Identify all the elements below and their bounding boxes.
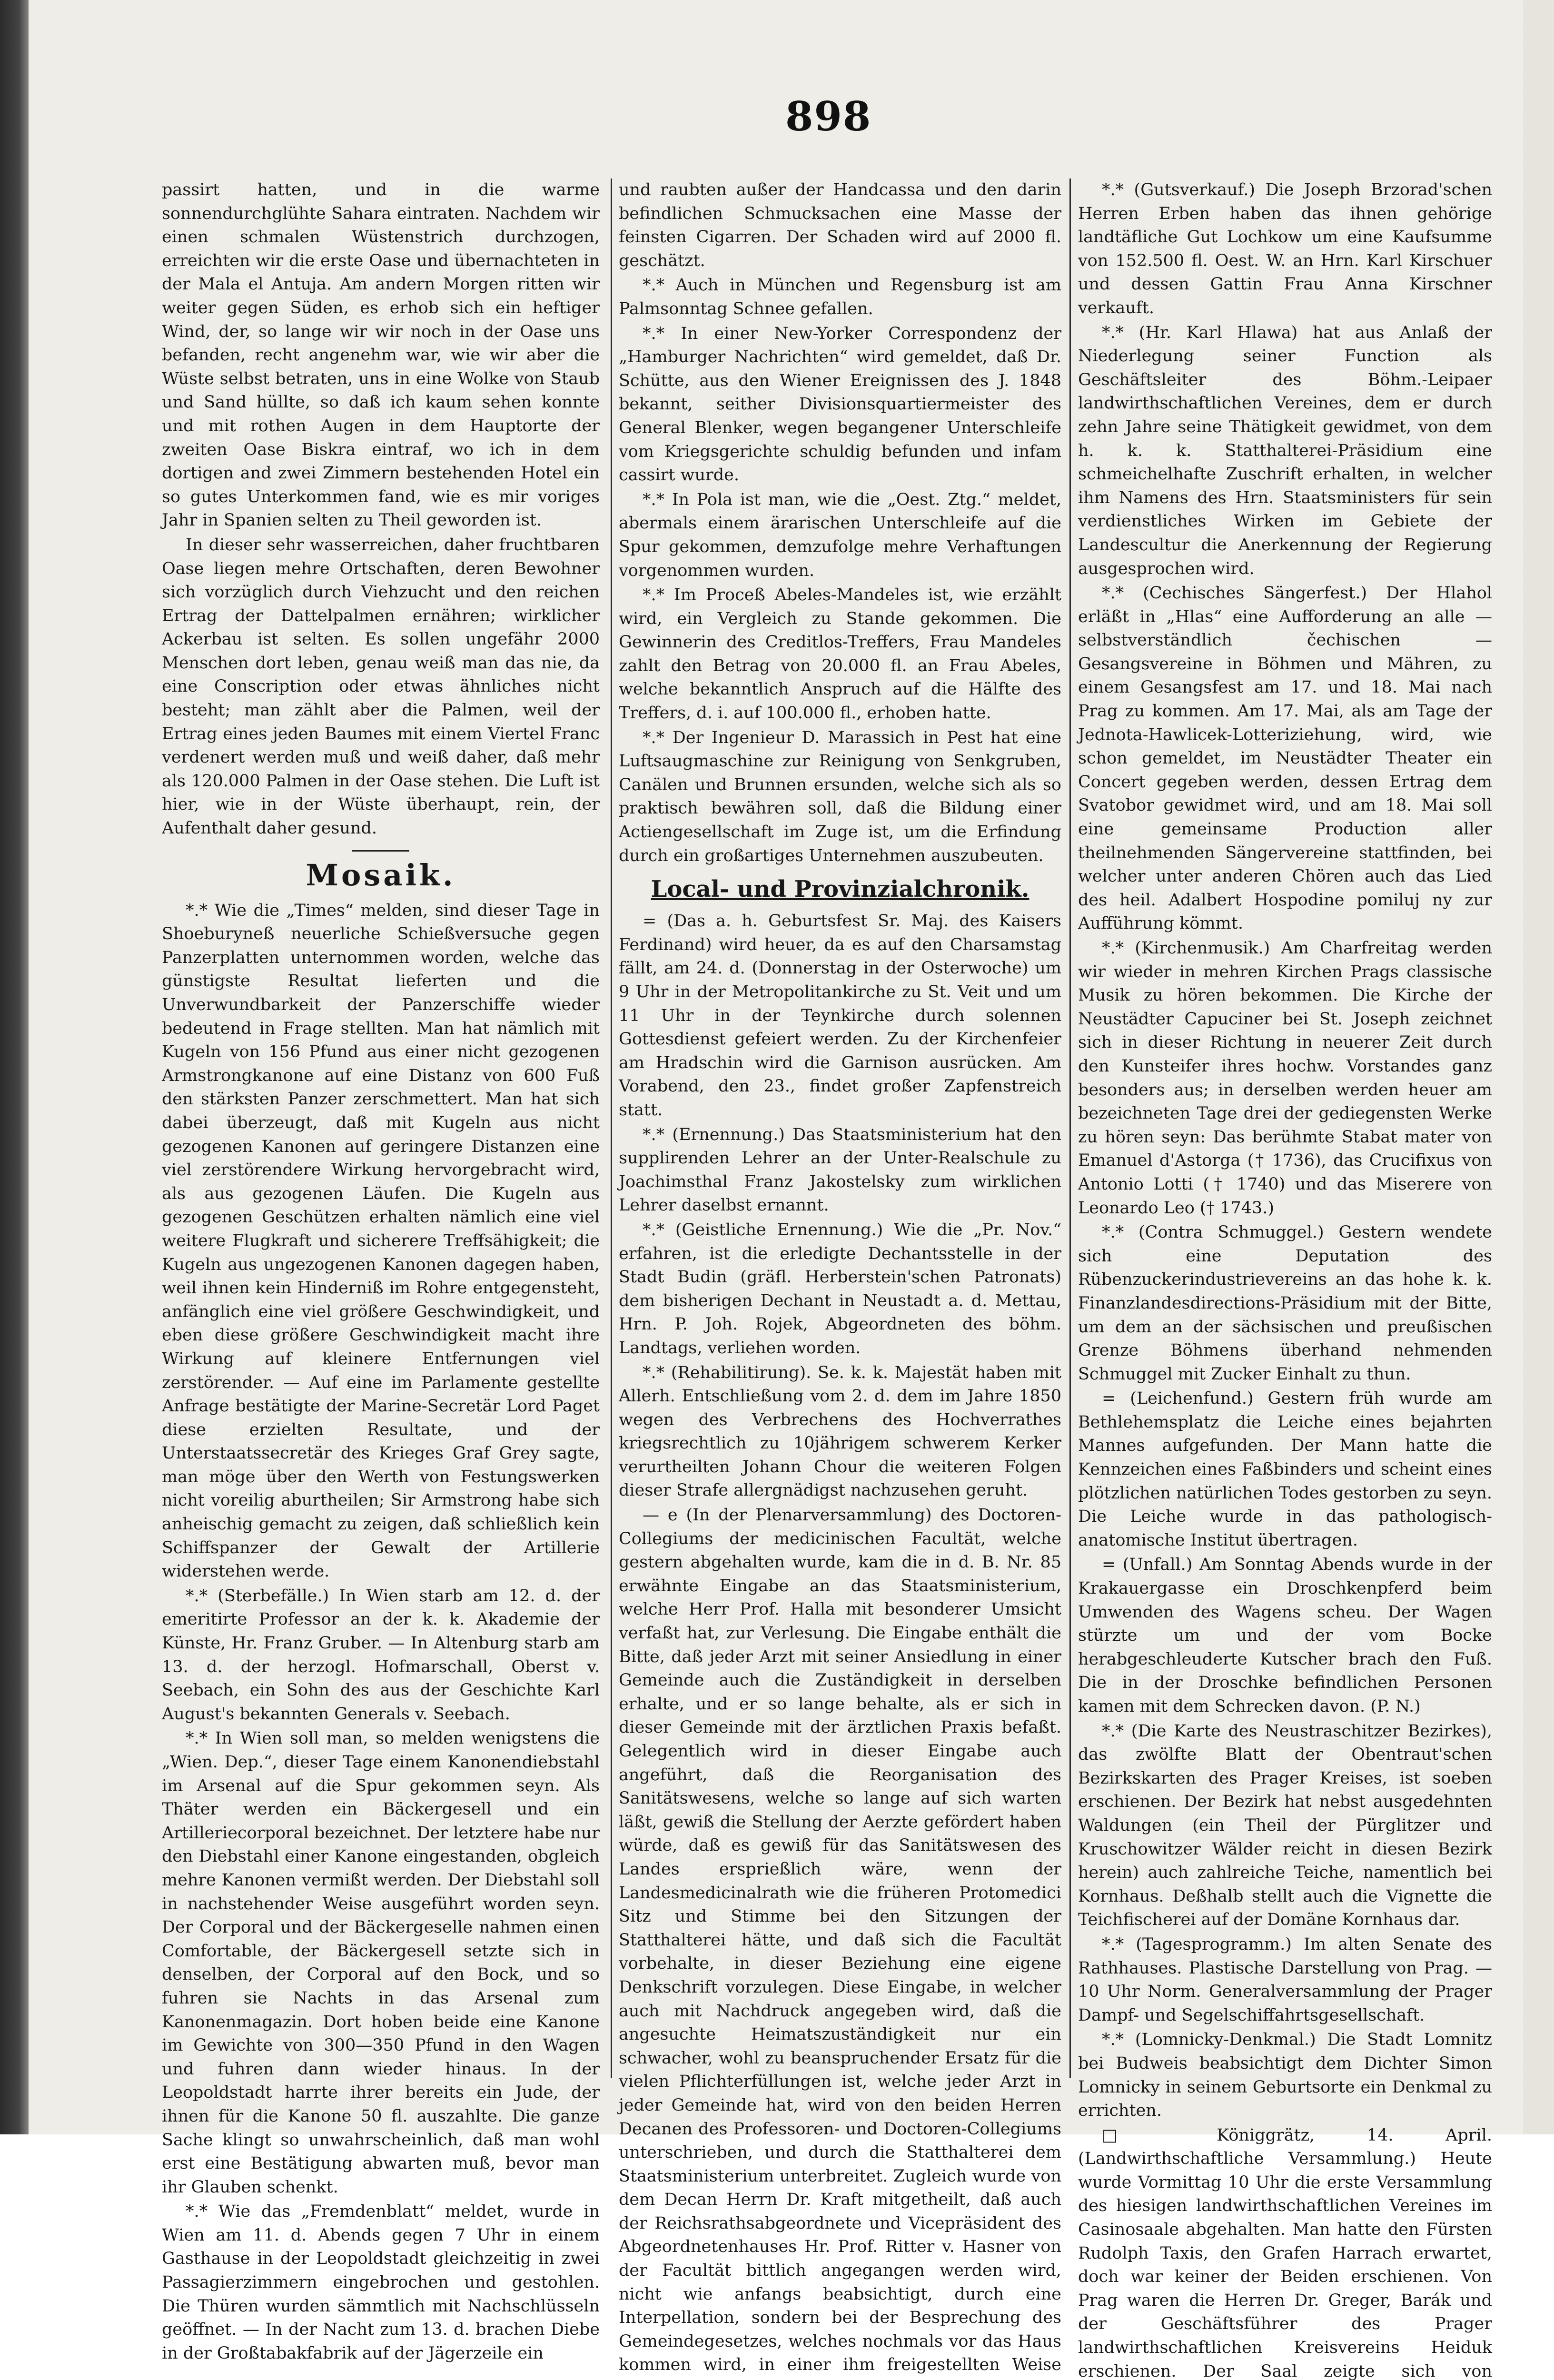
page-number: 898 (785, 93, 872, 140)
article-paragraph: *.* (Geistliche Ernennung.) Wie die „Pr. Nov.“ erfahren, ist die erledigte Dechantsstelle in der Stadt Budin (gräfl. Herberstein'schen Patronats) dem bisherigen Dechant in Neustadt a. d. Mettau, Hrn. P. Joh. Rojek, Abgeordneten des böhm. Landtags, verliehen worden. (619, 1220, 1061, 1358)
article-paragraph: *.* In Wien soll man, so melden wenigstens die „Wien. Dep.“, dieser Tage einem Kanonendiebstahl im Arsenal auf die Spur gekommen seyn. Als Thäter werden ein Bäckergesell und ein Artilleriecorporal bezeichnet. Der letztere habe nur den Diebstahl einer Kanone eingestanden, obgleich mehre Kanonen vermißt werden. Der Diebstahl soll in nachstehender Weise ausgeführt worden seyn. Der Corporal und der Bäckergeselle nahmen einen Comfortable, der Bäckergesell setzte sich in denselben, der Corporal auf den Bock, und so fuhren sie Nachts in das Arsenal zum Kanonenmagazin. Dort hoben beide eine Kanone im Gewichte von 300—350 Pfund in den Wagen und fuhren dann wieder hinaus. In der Leopoldstadt harrte ihrer bereits ein Jude, der ihnen für die Kanone 50 fl. auszahlte. Die ganze Sache klingt so unwahrscheinlich, daß man wohl erst eine Bestätigung abwarten muß, bevor man ihr Glauben schenkt. (162, 1729, 600, 2197)
article-paragraph: *.* (Sterbefälle.) In Wien starb am 12. d. der emeritirte Professor an der k. k. Akademie der Künste, Hr. Franz Gruber. — In Altenburg starb am 13. d. der herzogl. Hofmarschall, Oberst v. Seebach, ein Sohn des aus der Geschichte Karl August's bekannten Generals v. Seebach. (162, 1586, 600, 1724)
article-paragraph: *.* (Ernennung.) Das Staatsministerium hat den supplirenden Lehrer an der Unter-Realschule zu Joachimsthal Franz Jakostelsky zum wirklichen Lehrer daselbst ernannt. (619, 1125, 1061, 1215)
article-paragraph: *.* (Rehabilitirung). Se. k. k. Majestät haben mit Allerh. Entschließung vom 2. d. dem im Jahre 1850 wegen des Verbrechens des Hochverrathes kriegsrechtlich zu 10jährigem schwerem Kerker verurtheilten Johann Chour die weiteren Folgen dieser Strafe allergnädigst nachzusehen geruht. (619, 1363, 1061, 1500)
article-paragraph: und raubten außer der Handcassa und den darin befindlichen Schmucksachen eine Masse der feinsten Cigarren. Der Schaden wird auf 2000 fl. geschätzt. (619, 180, 1061, 270)
article-paragraph: = (Unfall.) Am Sonntag Abends wurde in der Krakauergasse ein Droschkenpferd beim Umwenden des Wagens scheu. Der Wagen stürzte um und der vom Bocke herabgeschleuderte Kutscher brach den Fuß. Die in der Droschke befindlichen Personen kamen mit dem Schrecken davon. (P. N.) (1078, 1555, 1492, 1716)
article-paragraph: = (Das a. h. Geburtsfest Sr. Maj. des Kaisers Ferdinand) wird heuer, da es auf den Charsamstag fällt, am 24. d. (Donnerstag in der Osterwoche) um 9 Uhr in der Metropolitankirche zu St. Veit und um 11 Uhr in der Teynkirche durch solennen Gottesdienst gefeiert werden. Zu der Kirchenfeier am Hradschin wird die Garnison ausrücken. Am Vorabend, den 23., findet großer Zapfenstreich statt. (619, 912, 1061, 1120)
article-paragraph: In dieser sehr wasserreichen, daher fruchtbaren Oase liegen mehre Ortschaften, deren Bewohner sich vorzüglich durch Viehzucht und den reichen Ertrag der Dattelpalmen ernähren; wirklicher Ackerbau ist selten. Es sollen ungefähr 2000 Menschen dort leben, genau weiß man das nie, da eine Conscription oder etwas ähnliches nicht besteht; man zählt aber die Palmen, weil der Ertrag eines jeden Baumes mit einem Viertel Franc verdenert werden muß und weiß daher, daß mehr als 120.000 Palmen in der Oase stehen. Die Luft ist hier, wie in der Wüste überhaupt, rein, der Aufenthalt daher gesund. (162, 535, 600, 838)
section-heading: Mosaik. (306, 857, 456, 892)
article-paragraph: *.* In Pola ist man, wie die „Oest. Ztg.“ meldet, abermals einem ärarischen Unterschleife auf die Spur gekommen, demzufolge mehre Verhaftungen vorgenommen wurden. (619, 490, 1061, 580)
article-paragraph: — e (In der Plenarversammlung) des Doctoren-Collegiums der medicinischen Facultät, welche gestern abgehalten wurde, kam die in d. B. Nr. 85 erwähnte Eingabe an das Staatsministerium, welche Herr Prof. Halla mit besonderer Umsicht verfaßt hat, zur Verlesung. Die Eingabe enthält die Bitte, daß jeder Arzt mit seiner Ansiedlung in einer Gemeinde auch die Zuständigkeit in derselben erhalte, und er so lange behalte, als er sich in dieser Gemeinde mit der ärztlichen Praxis befaßt. Gelegentlich wird in dieser Eingabe auch angeführt, daß die Reorganisation des Sanitätswesens, welche so lange auf sich warten läßt, gewiß die Stellung der Aerzte gefördert haben würde, daß es gewiß für das Sanitätswesen des Landes ersprießlich wäre, wenn der Landesmedicinalrath wie die früheren Protomedici Sitz und Stimme bei den Sitzungen der Statthalterei hätte, und daß sich die Facultät vorbehalte, in dieser Beziehung eine eigene Denkschrift vorzulegen. Diese Eingabe, in welcher auch mit Nachdruck angegeben wird, daß die angesuchte Heimatszuständigkeit nur ein schwacher, wohl zu beanspruchender Ersatz für die vielen Pflichterfüllungen ist, welche jeder Arzt in jeder Gemeinde hat, wird von den beiden Herren Decanen des Professoren- und Doctoren-Collegiums unterschrieben, und durch die Statthalterei dem Staatsministerium unterbreitet. Zugleich wurde von dem Decan Herrn Dr. Kraft mitgetheilt, daß auch der Reichsrathsabgeordnete und Vicepräsident des Abgeordnetenhauses Hr. Prof. Ritter v. Hasner von der Facultät bittlich angegangen werden wird, nicht wie anfangs beabsichtigt, durch eine Interpellation, sondern bei der Besprechung des Gemeindegesetzes, welches nochmals vor das Haus kommen wird, in einer ihm freigestellten Weise (619, 1506, 1061, 2375)
column-1 (162, 178, 600, 2363)
article-paragraph: *.* In einer New-Yorker Correspondenz der „Hamburger Nachrichten“ wird gemeldet, daß Dr. Schütte, aus den Wiener Ereignissen des J. 1848 bekannt, seither Divisionsquartiermeister des General Blenker, wegen begangener Unterschleife vom Kriegsgerichte schuldig befunden und infam cassirt wurde. (619, 324, 1061, 485)
article-paragraph: *.* (Kirchenmusik.) Am Charfreitag werden wir wieder in mehren Kirchen Prags classische Musik zu hören bekommen. Die Kirche der Neustädter Capuciner bei St. Joseph zeichnet sich in dieser Richtung in neuerer Zeit durch den Kunsteifer ihres hochw. Vorstandes ganz besonders aus; in derselben werden heuer am bezeichneten Tage drei der gediegensten Werke zu hören seyn: Das berühmte Stabat mater von Emanuel d'Astorga († 1736), das Crucifixus von Antonio Lotti († 1740) und das Miserere von Leonardo Leo († 1743.) (1078, 939, 1492, 1218)
article-paragraph: *.* (Contra Schmuggel.) Gestern wendete sich eine Deputation des Rübenzuckerindustrievereins an das hohe k. k. Finanzlandesdirections-Präsidium mit der Bitte, um dem an der sächsischen und preußischen Grenze Böhmens überhand nehmenden Schmuggel mit Zucker Einhalt zu thun. (1078, 1223, 1492, 1384)
section-heading: Local- und Provinzialchronik. (651, 876, 1029, 903)
article-paragraph: *.* Der Ingenieur D. Marassich in Pest hat eine Luftsaugmaschine zur Reinigung von Senkgruben, Canälen und Brunnen ersunden, welche sich als so praktisch bewähren soll, daß die Bildung einer Actiengesellschaft im Zuge ist, um die Erfindung durch ein großartiges Unternehmen auszubeuten. (619, 728, 1061, 865)
article-paragraph: *.* (Die Karte des Neustraschitzer Bezirkes), das zwölfte Blatt der Obentraut'schen Bezirkskarten des Prager Kreises, ist soeben erschienen. Der Bezirk hat nebst ausgedehnten Waldungen (ein Theil der Pürglitzer und Kruschowitzer Wälder reicht in diesen Bezirk herein) auch zahlreiche Teiche, namentlich bei Kornhaus. Deßhalb stellt auch die Vignette die Teichfischerei auf der Domäne Kornhaus dar. (1078, 1721, 1492, 1930)
article-paragraph: *.* (Cechisches Sängerfest.) Der Hlahol erläßt in „Hlas“ eine Aufforderung an alle — selbstverständlich čechischen — Gesangsvereine in Böhmen und Mähren, zu einem Gesangsfest am 17. und 18. Mai nach Prag zu kommen. Am 17. Mai, als am Tage der Jednota-Hawlicek-Lotteriziehung, wird, wie schon gemeldet, im Neustädter Theater ein Concert gegeben werden, dessen Ertrag dem Svatobor gewidmet wird, und am 18. Mai soll eine gemeinsame Production aller theilnehmenden Sängervereine stattfinden, bei welcher unter anderen Chören auch das Lied des heil. Adalbert Hospodine pomiluj ny zur Aufführung kömmt. (1078, 584, 1492, 933)
section-separator (352, 850, 409, 852)
article-paragraph: *.* (Lomnicky-Denkmal.) Die Stadt Lomnitz bei Budweis beabsichtigt dem Dichter Simon Lomnicky in seinem Geburtsorte ein Denkmal zu errichten. (1078, 2030, 1492, 2121)
article-paragraph: □ Königgrätz, 14. April. (Landwirthschaftliche Versammlung.) Heute wurde Vormittag 10 Uhr die erste Versammlung des hiesigen landwirthschaftlichen Vereines im Casinosaale abgehalten. Man hatte den Fürsten Rudolph Taxis, den Grafen Harrach erwartet, doch war keiner der Beiden erschienen. Von Prag waren die Herren Dr. Greger, Barák und der Geschäftsführer des Prager landwirthschaftlichen Kreisvereins Heiduk erschienen. Der Saal zeigte sich von (1078, 2125, 1492, 2380)
article-paragraph: passirt hatten, und in die warme sonnendurchglühte Sahara eintraten. Nachdem wir einen schmalen Wüstenstrich durchzogen, erreichten wir die erste Oase und übernachteten in der Mala el Antuja. Am andern Morgen ritten wir weiter gegen Süden, es erhob sich ein heftiger Wind, der, so lange wir wir noch in der Oase uns befanden, recht angenehm war, wie wir aber die Wüste selbst betraten, uns in eine Wolke von Staub und Sand hüllte, so daß ich kaum sehen konnte und mit rothen Augen in dem Hauptorte der zweiten Oase Biskra eintraf, wo ich in dem dortigen and zwei Zimmern bestehenden Hotel ein so gutes Unterkommen fand, wie es mir voriges Jahr in Spanien selten zu Theil geworden ist. (162, 180, 600, 530)
article-paragraph: *.* (Gutsverkauf.) Die Joseph Brzorad'schen Herren Erben haben das ihnen gehörige landtäfliche Gut Lochkow um eine Kaufsumme von 152.500 fl. Oest. W. an Hrn. Karl Kirschuer und dessen Gattin Frau Anna Kirschner verkauft. (1078, 180, 1492, 317)
article-paragraph: *.* (Tagesprogramm.) Im alten Senate des Rathhauses. Plastische Darstellung von Prag. — 10 Uhr Norm. Generalversammlung der Prager Dampf- und Segelschiffahrtsgesellschaft. (1078, 1934, 1492, 2025)
column-3 (1078, 178, 1492, 2380)
column-divider (1069, 178, 1071, 2078)
article-paragraph: = (Leichenfund.) Gestern früh wurde am Bethlehemsplatz die Leiche eines bejahrten Mannes aufgefunden. Der Mann hatte die Kennzeichen eines Faßbinders und scheint eines plötzlichen natürlichen Todes gestorben zu seyn. Die Leiche wurde in das pathologisch-anatomische Institut übertragen. (1078, 1389, 1492, 1550)
article-paragraph: *.* Wie die „Times“ melden, sind dieser Tage in Shoeburyneß neuerliche Schießversuche gegen Panzerplatten unternommen worden, welche das günstigste Resultat lieferten und die Unverwundbarkeit der Panzerschiffe wieder bedeutend in Frage stellten. Man hat nämlich mit Kugeln von 156 Pfund aus einer nicht gezogenen Armstrongkanone auf eine Distanz von 600 Fuß den stärksten Panzer zerschmettert. Man hat sich dabei überzeugt, daß mit Kugeln aus nicht gezogenen Kanonen auf geringere Distanzen eine viel zerstörendere Wirkung hervorgebracht wird, als aus gezogenen Läufen. Die Kugeln aus gezogenen Geschützen erhalten nämlich eine viel weitere Flugkraft und sicherere Treffsähigkeit; die Kugeln aus ungezogenen Kanonen dagegen haben, weil ihnen kein Hinderniß im Rohre entgegensteht, anfänglich eine viel größere Geschwindigkeit, und eben diese größere Geschwindigkeit macht ihre Wirkung auf kleinere Entfernungen viel zerstörender. — Auf eine im Parlamente gestellte Anfrage bestätigte der Marine-Secretär Lord Paget diese erzielten Resultate, und der Unterstaatssecretär des Krieges Graf Grey sagte, man möge über den Werth von Festungswerken nicht voreilig aburtheilen; Sir Armstrong habe sich anheischig gemacht zu zeigen, daß schließlich kein Schiffspanzer der Gewalt der Artillerie widerstehen werde. (162, 901, 600, 1581)
article-paragraph: *.* Wie das „Fremdenblatt“ meldet, wurde in Wien am 11. d. Abends gegen 7 Uhr in einem Gasthause in der Leopoldstadt gleichzeitig in zwei Passagierzimmern eingebrochen und gestohlen. Die Thüren wurden sämmtlich mit Nachschlüsseln geöffnet. — In der Nacht zum 13. d. brachen Diebe in der Großtabakfabrik auf der Jägerzeile ein (162, 2202, 600, 2363)
article-paragraph: *.* Im Proceß Abeles-Mandeles ist, wie erzählt wird, ein Vergleich zu Stande gekommen. Die Gewinnerin des Creditlos-Treffers, Frau Mandeles zahlt den Betrag von 20.000 fl. an Frau Abeles, welche bekanntlich Anspruch auf die Hälfte des Treffers, d. i. auf 100.000 fl., erhoben hatte. (619, 585, 1061, 723)
column-divider (611, 178, 612, 2078)
article-paragraph: *.* Auch in München und Regensburg ist am Palmsonntag Schnee gefallen. (619, 276, 1061, 318)
article-paragraph: *.* (Hr. Karl Hlawa) hat aus Anlaß der Niederlegung seiner Function als Geschäftsleiter des Böhm.-Leipaer landwirthschaftlichen Vereines, dem er durch zehn Jahre seine Thätigkeit gewidmet, von dem h. k. k. Statthalterei-Präsidium eine schmeichelhafte Zuschrift erhalten, in welcher ihm Namens des Hrn. Staatsministers für sein verdienstliches Wirken im Gebiete der Landescultur die Anerkennung der Regierung ausgesprochen wird. (1078, 323, 1492, 578)
column-2 (619, 178, 1061, 2375)
